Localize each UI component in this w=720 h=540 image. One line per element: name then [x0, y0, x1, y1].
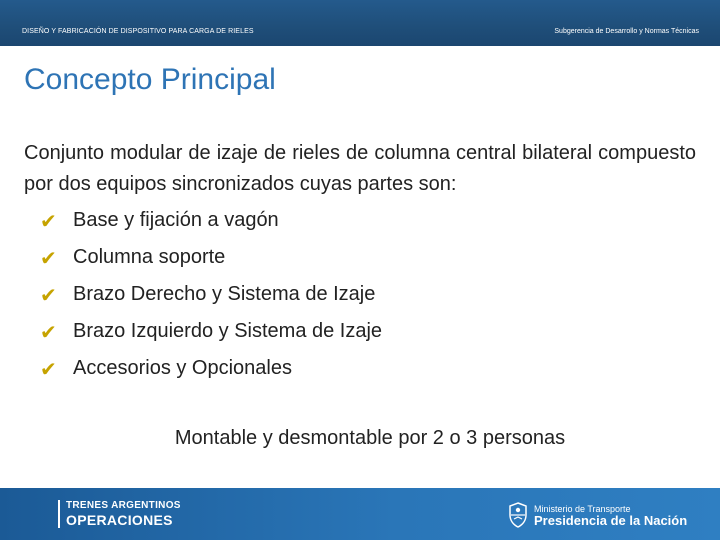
document-title: DISEÑO Y FABRICACIÓN DE DISPOSITIVO PARA CARGA DE RIELES: [22, 28, 254, 35]
list-item: [40, 239, 382, 276]
list-item: [40, 350, 382, 387]
ministerio-logo: [508, 500, 687, 530]
check-icon: ✔: [40, 319, 57, 344]
parts-list: [40, 202, 382, 387]
list-item-label: Base y fijación a vagón: [73, 209, 279, 231]
list-item: [40, 276, 382, 313]
list-item-label: Columna soporte: [73, 246, 226, 268]
slide-title: Concepto Principal: [24, 63, 276, 96]
logo-bottom-line: OPERACIONES: [66, 512, 173, 528]
list-item-label: Brazo Derecho y Sistema de Izaje: [73, 283, 376, 305]
logo-top-line: TRENES ARGENTINOS: [66, 500, 181, 511]
list-item: [40, 202, 382, 239]
footer-bar: [0, 488, 720, 540]
list-item: [40, 313, 382, 350]
presidency-name: Presidencia de la Nación: [534, 513, 688, 528]
intro-paragraph: Conjunto modular de izaje de rieles de columna central bilateral compuesto por dos equipos sincronizados cuyas partes son:: [24, 142, 696, 195]
coat-of-arms-icon: [508, 502, 528, 528]
footnote: Montable y desmontable por 2 o 3 personas: [174, 427, 566, 449]
check-icon: ✔: [40, 356, 57, 381]
check-icon: ✔: [40, 245, 57, 270]
trenes-argentinos-logo: [58, 500, 181, 528]
list-item-label: Accesorios y Opcionales: [73, 357, 292, 379]
check-icon: ✔: [40, 282, 57, 307]
ministry-name: Ministerio de Transporte: [534, 504, 631, 514]
header-bar: [0, 0, 720, 46]
department-name: Subgerencia de Desarrollo y Normas Técnicas: [554, 28, 699, 35]
list-item-label: Brazo Izquierdo y Sistema de Izaje: [73, 320, 383, 342]
check-icon: ✔: [40, 208, 57, 233]
